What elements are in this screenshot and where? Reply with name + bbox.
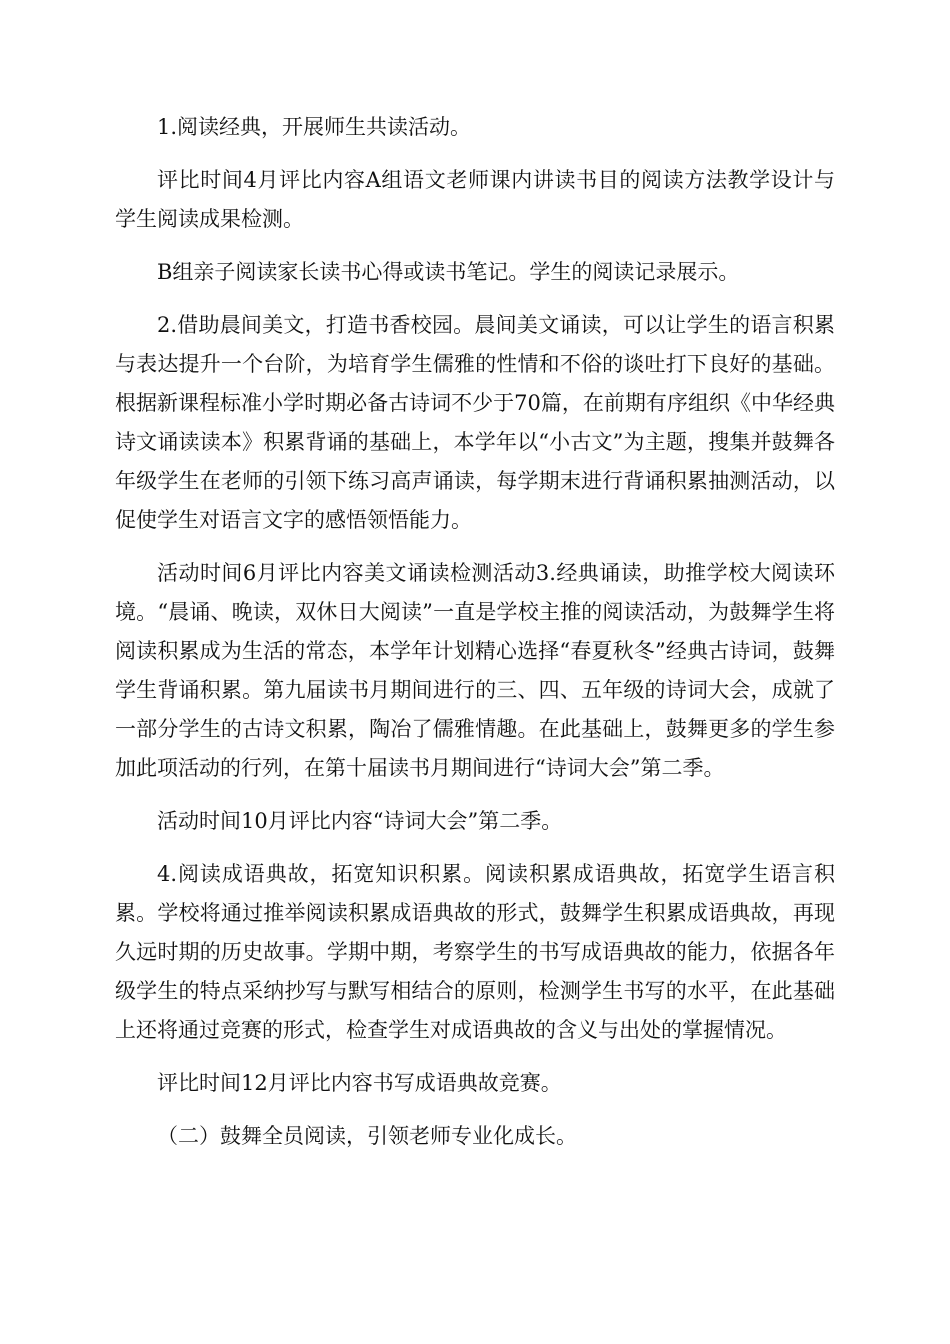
paragraph-group-b: B组亲子阅读家长读书心得或读书笔记。学生的阅读记录展示。 [157, 260, 740, 284]
paragraph-idiom-stories: 4.阅读成语典故，拓宽知识积累。阅读积累成语典故，拓宽学生语言积累。学校将通过推举阅读积累成语典故的形式，鼓舞学生积累成语典故，再现久远时期的历史故事。学期中期，考察学生的书写成语典故的能力，依据各年级学生的特点采纳抄写与默写相结合的原则，检测学生书写的水平，在此基础上还将通过竞赛的形式，检查学生对成语典故的含义与出处的掌握情况。 [115, 862, 835, 1042]
paragraph-april-evaluation: 评比时间4月评比内容A组语文老师课内讲读书目的阅读方法教学设计与学生阅读成果检测。 [115, 168, 835, 231]
paragraph-december-evaluation: 评比时间12月评比内容书写成语典故竞赛。 [157, 1071, 562, 1095]
section-heading-teacher-growth: （二）鼓舞全员阅读，引领老师专业化成长。 [157, 1124, 577, 1148]
paragraph-june-activity: 活动时间6月评比内容美文诵读检测活动3.经典诵读，助推学校大阅读环境。“晨诵、晚读，双休日大阅读”一直是学校主推的阅读活动，为鼓舞学生将阅读积累成为生活的常态，本学年计划精心选择“春夏秋冬”经典古诗词，鼓舞学生背诵积累。第九届读书月期间进行的三、四、五年级的诗词大会，成就了一部分学生的古诗文积累，陶冶了儒雅情趣。在此基础上，鼓舞更多的学生参加此项活动的行列，在第十届读书月期间进行“诗词大会”第二季。 [115, 561, 835, 780]
paragraph-october-activity: 活动时间10月评比内容“诗词大会”第二季。 [157, 809, 563, 833]
document-body [115, 108, 835, 1156]
paragraph-morning-reading: 2.借助晨间美文，打造书香校园。晨间美文诵读，可以让学生的语言积累与表达提升一个台阶，为培育学生儒雅的性情和不俗的谈吐打下良好的基础。根据新课程标准小学时期必备古诗词不少于70篇，在前期有序组织《中华经典诗文诵读读本》积累背诵的基础上，本学年以“小古文”为主题，搜集并鼓舞各年级学生在老师的引领下练习高声诵读，每学期末进行背诵积累抽测活动，以促使学生对语言文字的感悟领悟能力。 [115, 313, 835, 532]
paragraph-reading-classics: 1.阅读经典，开展师生共读活动。 [157, 115, 472, 139]
